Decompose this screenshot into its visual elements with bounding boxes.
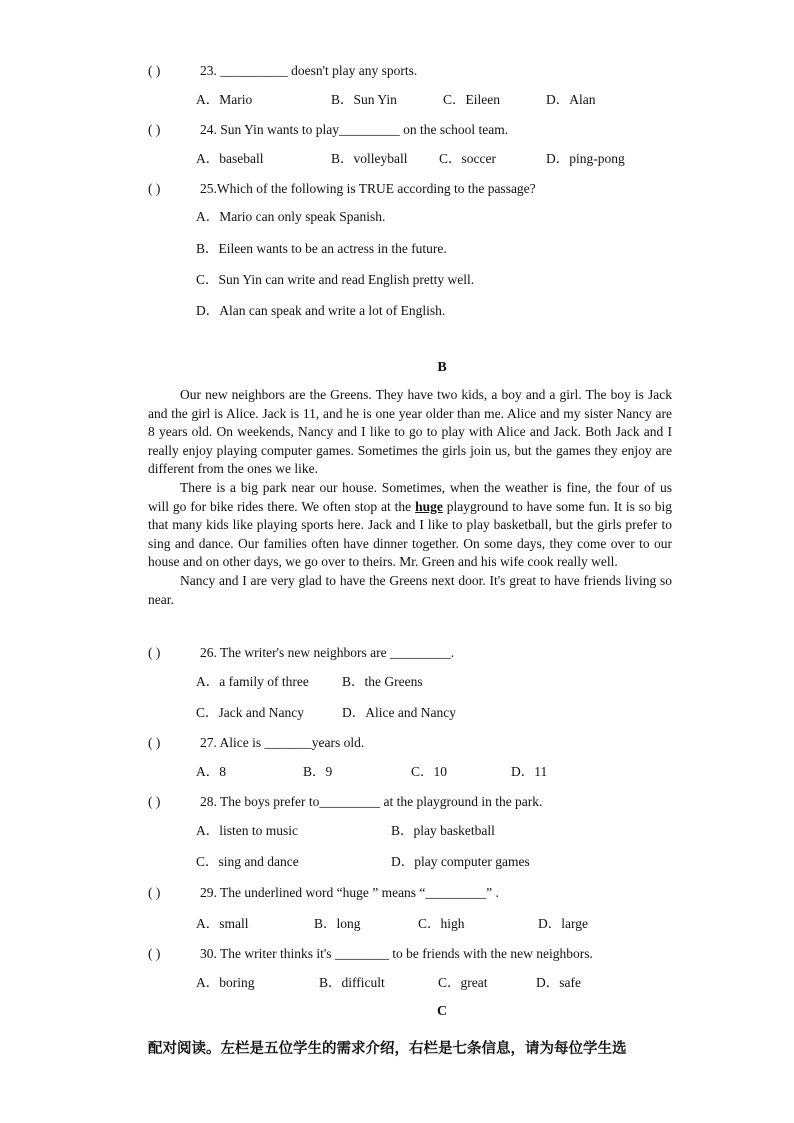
option-a: A．Mario: [196, 92, 253, 107]
option-b: B．9: [303, 764, 333, 779]
option-c: C．Jack and Nancy: [196, 705, 304, 720]
option-a: A．8: [196, 764, 226, 779]
passage-text: playground to have some fun. It is so big that many kids like playing sports here. Jack and I like to play basketball, but the girls prefer to sing and dance. Our families often have dinner together. On some days, they come over to our house and on other days, we go over to theirs. Mr. Green and his wife cook really well.: [148, 498, 672, 570]
option-b: B．Sun Yin: [331, 92, 397, 107]
passage-paragraph-3: Nancy and I are very glad to have the Greens next door. It's great to have friends living so near.: [148, 572, 672, 607]
answer-bracket: ( ): [148, 122, 161, 137]
underlined-word-huge: huge: [415, 498, 443, 514]
section-heading-b: B: [437, 360, 447, 375]
matching-instruction: 配对阅读。左栏是五位学生的需求介绍，右栏是七条信息，请为每位学生选: [148, 1041, 627, 1057]
question-30: [148, 945, 593, 963]
question-stem: 27. Alice is _______years old.: [200, 735, 365, 750]
question-stem: 28. The boys prefer to_________ at the playground in the park.: [200, 794, 543, 809]
option-a: A．small: [196, 916, 249, 931]
option-d: D．safe: [536, 975, 581, 990]
option-d: D．Alan can speak and write a lot of English.: [196, 303, 446, 318]
option-c: C．high: [418, 916, 465, 931]
answer-bracket: ( ): [148, 63, 161, 78]
option-c: C．Sun Yin can write and read English pretty well.: [196, 272, 475, 287]
passage-paragraph-1: Our new neighbors are the Greens. They have two kids, a boy and a girl. The boy is Jack and the girl is Alice. Jack is 11, and he is one year older than me. Alice and my sister Nancy are 8 years old. On weekends, Nancy and I like to go to play with Alice and Jack. Both Jack and I really enjoy playing computer games. Sometimes the girls join us, but the games they enjoy are different from the ones we like.: [148, 387, 672, 477]
answer-bracket: ( ): [148, 181, 161, 196]
question-29: [148, 884, 499, 902]
question-23: [148, 62, 417, 80]
passage-paragraph-2: [148, 479, 672, 572]
option-a: A．Mario can only speak Spanish.: [196, 209, 386, 224]
passage-text: There is a big park near our house. Sometimes, when the weather is fine, the four of us will go for bike rides there. We often stop at the: [148, 479, 672, 514]
option-c: C．Eileen: [443, 92, 500, 107]
option-a: A．boring: [196, 975, 255, 990]
option-d: D．11: [511, 764, 548, 779]
option-b: B．the Greens: [342, 674, 423, 689]
option-d: D．ping-pong: [546, 151, 625, 166]
option-c: C．sing and dance: [196, 854, 299, 869]
option-d: D．Alice and Nancy: [342, 705, 456, 720]
option-a: A．baseball: [196, 151, 264, 166]
option-b: B．Eileen wants to be an actress in the future.: [196, 241, 447, 256]
option-c: C．soccer: [439, 151, 496, 166]
option-d: D．play computer games: [391, 854, 530, 869]
option-c: C．great: [438, 975, 488, 990]
option-d: D．large: [538, 916, 588, 931]
section-heading-c: C: [436, 1004, 448, 1019]
question-stem: 29. The underlined word “huge ” means “_________” .: [200, 885, 499, 900]
option-a: A．a family of three: [196, 674, 309, 689]
question-stem: 25.Which of the following is TRUE according to the passage?: [200, 181, 536, 196]
option-b: B．volleyball: [331, 151, 408, 166]
question-27: [148, 734, 364, 752]
question-26: [148, 644, 454, 662]
option-a: A．listen to music: [196, 823, 298, 838]
answer-bracket: ( ): [148, 645, 161, 660]
question-stem: 24. Sun Yin wants to play_________ on the school team.: [200, 122, 509, 137]
answer-bracket: ( ): [148, 885, 161, 900]
question-25: [148, 180, 536, 198]
option-b: B．difficult: [319, 975, 385, 990]
option-d: D．Alan: [546, 92, 596, 107]
reading-passage: [148, 386, 672, 609]
question-stem: 23. __________ doesn't play any sports.: [200, 63, 418, 78]
answer-bracket: ( ): [148, 735, 161, 750]
option-b: B．play basketball: [391, 823, 495, 838]
option-c: C．10: [411, 764, 448, 779]
answer-bracket: ( ): [148, 946, 161, 961]
option-b: B．long: [314, 916, 361, 931]
question-28: [148, 793, 542, 811]
question-24: [148, 121, 508, 139]
answer-bracket: ( ): [148, 794, 161, 809]
question-stem: 30. The writer thinks it's ________ to be friends with the new neighbors.: [200, 946, 593, 961]
question-stem: 26. The writer's new neighbors are _________.: [200, 645, 455, 660]
